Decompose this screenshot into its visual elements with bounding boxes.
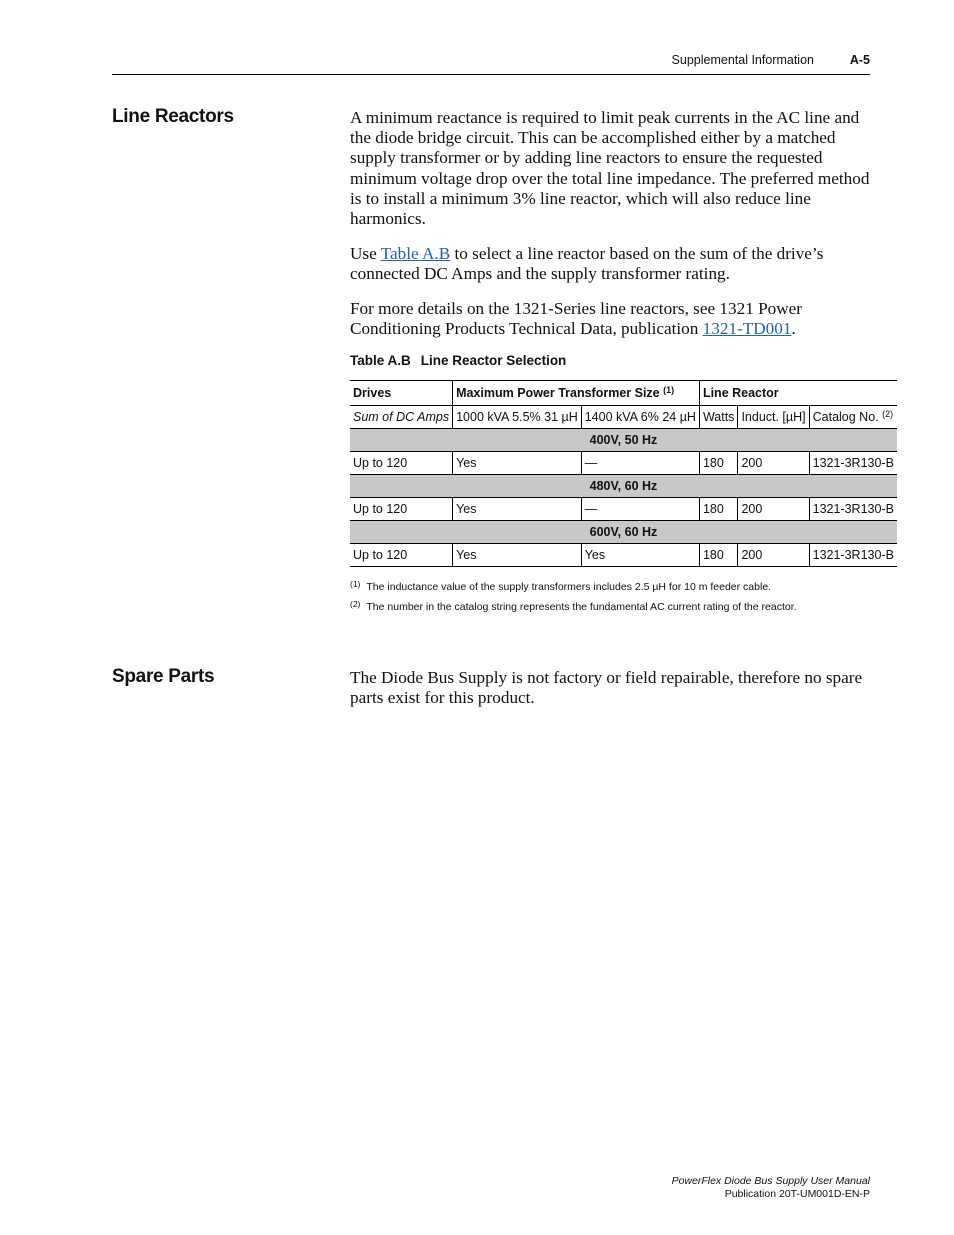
cell-inductance: 200 (738, 452, 809, 475)
subheader-inductance: Induct. [µH] (738, 406, 809, 429)
footnote-mark: (1) (350, 579, 361, 589)
table-a-b-link[interactable]: Table A.B (380, 244, 451, 264)
footnote-mark: (2) (350, 599, 361, 609)
paragraph-3-text: For more details on the 1321-Series line reactors, see 1321 Power Conditioning Products Technical Data, publication (350, 298, 803, 338)
table-row (350, 544, 897, 567)
paragraph-3 (350, 299, 872, 339)
subheader-1000kva: 1000 kVA 5.5% 31 µH (453, 406, 582, 429)
cell-1000kva: Yes (453, 544, 582, 567)
cell-catalog: 1321-3R130-B (809, 452, 897, 475)
table-header-row (350, 381, 897, 406)
cell-1000kva: Yes (453, 498, 582, 521)
heading-line-reactors: Line Reactors (112, 106, 234, 127)
subheader-sum-dc-amps: Sum of DC Amps (350, 406, 453, 429)
heading-spare-parts: Spare Parts (112, 666, 215, 687)
publication-link[interactable]: 1321-TD001 (702, 318, 792, 338)
table-caption-title: Line Reactor Selection (420, 353, 567, 368)
cell-1400kva: — (581, 452, 699, 475)
subheader-catalog (809, 406, 897, 429)
cell-inductance: 200 (738, 498, 809, 521)
cell-watts: 180 (699, 498, 737, 521)
footnote-1 (350, 581, 771, 593)
cell-catalog: 1321-3R130-B (809, 544, 897, 567)
subheader-1400kva: 1400 kVA 6% 24 µH (581, 406, 699, 429)
footnote-2 (350, 601, 797, 613)
footnote-text: The inductance value of the supply transformers includes 2.5 µH for 10 m feeder cable. (366, 581, 772, 593)
subheader-catalog-label: Catalog No. (812, 410, 879, 424)
footnote-text: The number in the catalog string represents the fundamental AC current rating of the reactor. (366, 601, 797, 613)
voltage-band: 480V, 60 Hz (350, 475, 897, 498)
page-number: A-5 (849, 53, 870, 67)
spare-parts-body (350, 668, 872, 708)
header-transformer-label: Maximum Power Transformer Size (456, 386, 660, 400)
paragraph-2 (350, 244, 872, 284)
cell-1400kva: Yes (581, 544, 699, 567)
cell-watts: 180 (699, 452, 737, 475)
footer-publication: Publication 20T-UM001D-EN-P (724, 1188, 870, 1200)
page-footer (672, 1175, 870, 1201)
voltage-band-row (350, 475, 897, 498)
header-line-reactor: Line Reactor (699, 381, 896, 406)
voltage-band: 400V, 50 Hz (350, 429, 897, 452)
footer-manual-title: PowerFlex Diode Bus Supply User Manual (671, 1175, 870, 1187)
line-reactor-table (350, 380, 897, 567)
header-transformer (453, 381, 700, 406)
header-drives: Drives (350, 381, 453, 406)
cell-1000kva: Yes (453, 452, 582, 475)
cell-amps: Up to 120 (350, 452, 453, 475)
table-caption-id: Table A.B (350, 353, 411, 368)
table-subheader-row (350, 406, 897, 429)
voltage-band-row (350, 429, 897, 452)
table-row (350, 498, 897, 521)
footnote-ref-1: (1) (663, 385, 675, 395)
paragraph-3-text-end: . (791, 318, 796, 338)
voltage-band-row (350, 521, 897, 544)
paragraph-2-text: Use (350, 244, 381, 264)
line-reactors-body (350, 108, 872, 339)
table-caption (350, 353, 566, 368)
cell-watts: 180 (699, 544, 737, 567)
cell-1400kva: — (581, 498, 699, 521)
voltage-band: 600V, 60 Hz (350, 521, 897, 544)
header-section-title: Supplemental Information (671, 53, 814, 67)
spare-parts-paragraph: The Diode Bus Supply is not factory or field repairable, therefore no spare parts exist for this product. (350, 668, 863, 708)
footnote-ref-2: (2) (882, 409, 894, 419)
cell-catalog: 1321-3R130-B (809, 498, 897, 521)
cell-amps: Up to 120 (350, 498, 453, 521)
cell-inductance: 200 (738, 544, 809, 567)
table-row (350, 452, 897, 475)
page-header (112, 52, 870, 75)
paragraph-2-text-end: to select a line reactor based on the sum of the drive’s connected DC Amps and the supply transformer rating. (350, 244, 824, 284)
cell-amps: Up to 120 (350, 544, 453, 567)
paragraph-1: A minimum reactance is required to limit peak currents in the AC line and the diode bridge circuit. This can be accomplished either by a matched supply transformer or by adding line reactors to ensure the requested minimum voltage drop over the total line impedance. The preferred method is to install a minimum 3% line reactor, which will also reduce line harmonics. (350, 108, 870, 229)
subheader-watts: Watts (699, 406, 737, 429)
